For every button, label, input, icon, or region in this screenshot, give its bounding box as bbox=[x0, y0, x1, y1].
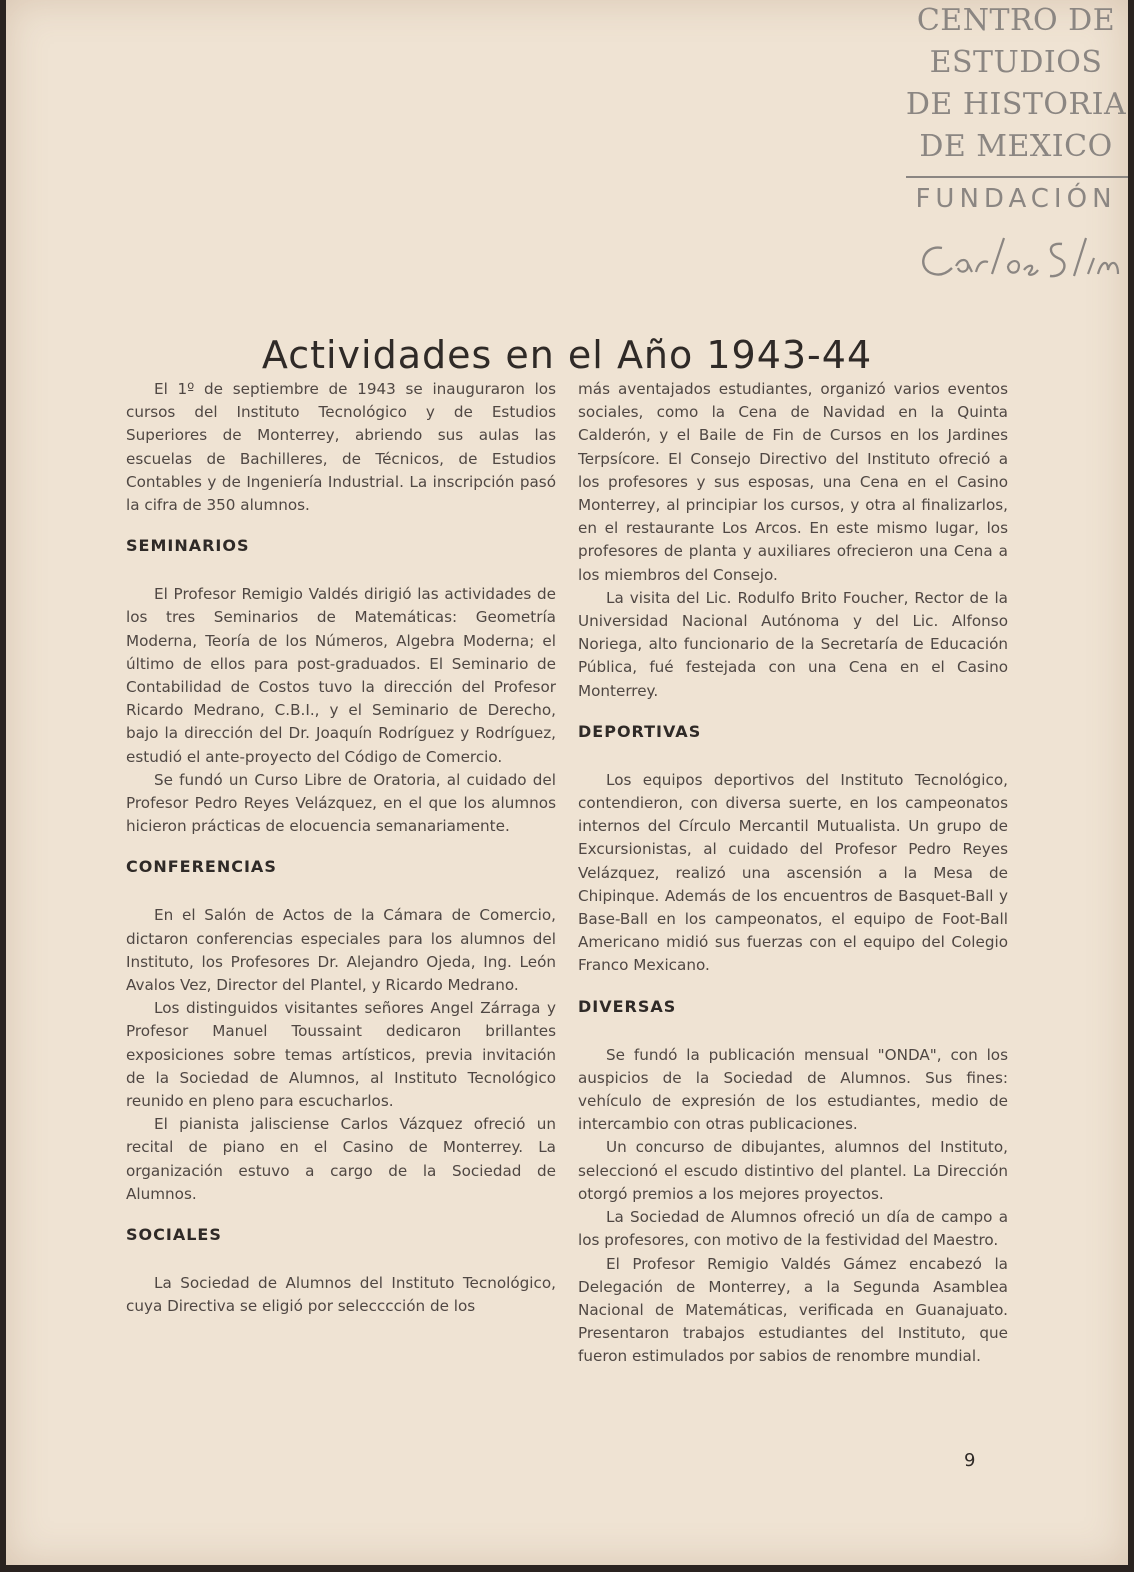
page-title: Actividades en el Año 1943-44 bbox=[261, 333, 873, 378]
conferencias-paragraph-1: En el Salón de Actos de la Cámara de Comercio, dictaron conferencias especiales para los alumnos del Instituto, los Profesores Dr. Alejandro Ojeda, Ing. León Avalos Vez, Director del Plantel, y Ricardo Medrano. bbox=[126, 906, 556, 995]
diversas-paragraph-1: Se fundó la publicación mensual "ONDA", con los auspicios de la Sociedad de Alumnos. Sus fines: vehículo de expresión de los estudiantes, medio de intercambio con otras publicaciones. bbox=[578, 1045, 1008, 1134]
watermark-line-2: ESTUDIOS bbox=[929, 45, 1103, 80]
diversas-paragraph-4: El Profesor Remigio Valdés Gámez encabezó la Delegación de Monterrey, a la Segunda Asamblea Nacional de Matemáticas, verificada en Guanajuato. Presentaron trabajos estudiantes del Instituto, que fueron estimulados por sabios de renombre mundial. bbox=[578, 1254, 1008, 1366]
conferencias-paragraph-2: Los distinguidos visitantes señores Angel Zárraga y Profesor Manuel Toussaint dedicaron brillantes exposiciones sobre temas artísticos, previa invitación de la Sociedad de Alumnos, al Instituto Tecnológico reunido en pleno para escucharlos. bbox=[126, 999, 556, 1111]
watermark-line-1: CENTRO DE bbox=[916, 3, 1116, 38]
document-page bbox=[6, 0, 1128, 1565]
archive-watermark bbox=[904, 0, 1128, 290]
page-number: 9 bbox=[964, 1450, 976, 1471]
signature-logo-icon bbox=[912, 230, 1124, 286]
sociales-paragraph-2: La visita del Lic. Rodulfo Brito Foucher, Rector de la Universidad Nacional Autónoma y del Lic. Alfonso Noriega, alto funcionario de la Secretaría de Educación Pública, fué festejada con una Cena en el Casino Monterrey. bbox=[578, 588, 1008, 700]
left-column bbox=[126, 378, 556, 1319]
conferencias-paragraph-3: El pianista jalisciense Carlos Vázquez ofreció un recital de piano en el Casino de Monterrey. La organización estuvo a cargo de la Sociedad de Alumnos. bbox=[126, 1115, 556, 1203]
watermark-line-3: DE HISTORIA bbox=[905, 87, 1127, 122]
watermark-line-4: DE MEXICO bbox=[919, 129, 1113, 164]
seminarios-paragraph-2: Se fundó un Curso Libre de Oratoria, al cuidado del Profesor Pedro Reyes Velázquez, en el que los alumnos hicieron prácticas de elocuencia semanariamente. bbox=[126, 770, 556, 836]
diversas-paragraph-2: Un concurso de dibujantes, alumnos del Instituto, seleccionó el escudo distintivo del plantel. La Dirección otorgó premios a los mejores proyectos. bbox=[578, 1138, 1008, 1203]
watermark-fundacion: FUNDACIÓN bbox=[915, 184, 1117, 214]
intro-paragraph: El 1º de septiembre de 1943 se inauguraron los cursos del Instituto Tecnológico y de Estudios Superiores de Monterrey, abriendo sus aulas las escuelas de Bachilleres, de Técnicos, de Estudios Contables y de Ingeniería Industrial. La inscripción pasó la cifra de 350 alumnos. bbox=[126, 380, 556, 515]
watermark-divider bbox=[906, 176, 1128, 178]
sociales-heading: SOCIALES bbox=[126, 1225, 222, 1245]
diversas-heading: DIVERSAS bbox=[578, 996, 677, 1016]
right-column bbox=[578, 378, 1008, 1369]
seminarios-heading: SEMINARIOS bbox=[126, 536, 250, 556]
seminarios-paragraph-1: El Profesor Remigio Valdés dirigió las actividades de los tres Seminarios de Matemáticas: Geometría Moderna, Teoría de los Números, Algebra Moderna; el último de ellos para post-graduados. El Seminario de Contabilidad de Costos tuvo la dirección del Profesor Ricardo Medrano, C.B.I., y el Seminario de Derecho, bajo la dirección del Dr. Joaquín Rodríguez y Rodríguez, estudió el ante-proyecto del Código de Comercio. bbox=[126, 585, 556, 766]
conferencias-heading: CONFERENCIAS bbox=[126, 857, 277, 877]
diversas-paragraph-3: La Sociedad de Alumnos ofreció un día de campo a los profesores, con motivo de la festividad del Maestro. bbox=[578, 1208, 1008, 1250]
deportivas-heading: DEPORTIVAS bbox=[578, 721, 702, 741]
sociales-continued: más aventajados estudiantes, organizó varios eventos sociales, como la Cena de Navidad en la Quinta Calderón, y el Baile de Fin de Cursos en los Jardines Terpsícore. El Consejo Directivo del Instituto ofreció a los profesores y sus esposas, una Cena en el Casino Monterrey, al principiar los cursos, y otra al finalizarlos, en el restaurante Los Arcos. En este mismo lugar, los profesores de planta y auxiliares ofrecieron una Cena a los miembros del Consejo. bbox=[578, 380, 1008, 584]
sociales-paragraph-1: La Sociedad de Alumnos del Instituto Tecnológico, cuya Directiva se eligió por selecccción de los bbox=[126, 1274, 556, 1316]
deportivas-paragraph-1: Los equipos deportivos del Instituto Tecnológico, contendieron, con diversa suerte, en los campeonatos internos del Círculo Mercantil Mutualista. Un grupo de Excursionistas, al cuidado del Profesor Pedro Reyes Velázquez, realizó una ascensión a la Mesa de Chipinque. Además de los encuentros de Basquet-Ball y Base-Ball en los campeonatos, el equipo de Foot-Ball Americano midió sus fuerzas con el equipo del Colegio Franco Mexicano. bbox=[578, 770, 1008, 975]
